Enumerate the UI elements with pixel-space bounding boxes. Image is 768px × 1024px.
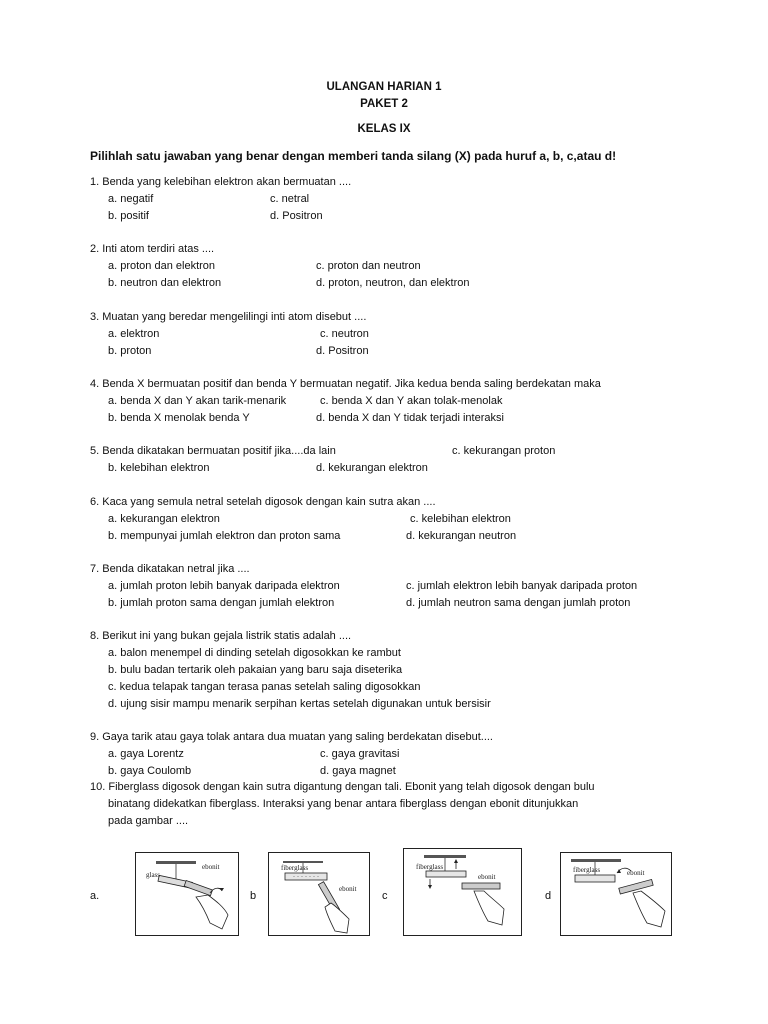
option-b[interactable]: b. positif xyxy=(108,210,149,222)
option-a[interactable]: a. balon menempel di dinding setelah digosokkan ke rambut xyxy=(108,647,401,659)
option-c[interactable]: c. netral xyxy=(270,193,310,205)
question-8 xyxy=(90,628,690,713)
figure-a[interactable] xyxy=(135,852,239,936)
option-d[interactable]: d. benda X dan Y tidak terjadi interaksi xyxy=(316,412,504,424)
question-text: 7. Benda dikatakan netral jika .... xyxy=(90,563,250,575)
question-text: 9. Gaya tarik atau gaya tolak antara dua muatan yang saling berdekatan disebut.... xyxy=(90,731,493,743)
figure-c-illustration xyxy=(404,849,521,935)
figure-c[interactable] xyxy=(403,848,522,936)
figure-label-c[interactable]: c xyxy=(382,890,388,902)
option-b[interactable]: b. mempunyai jumlah elektron dan proton sama xyxy=(108,530,341,542)
option-a[interactable]: a. negatif xyxy=(108,193,154,205)
figure-b[interactable] xyxy=(268,852,370,936)
option-d[interactable]: d. ujung sisir mampu menarik serpihan kertas setelah digunakan untuk bersisir xyxy=(108,698,491,710)
option-c[interactable]: c. benda X dan Y akan tolak-menolak xyxy=(320,395,503,407)
question-text: 8. Berikut ini yang bukan gejala listrik statis adalah .... xyxy=(90,630,352,642)
option-c[interactable]: c. gaya gravitasi xyxy=(320,748,400,760)
exam-class: KELAS IX xyxy=(357,123,411,135)
question-text-line-1: 10. Fiberglass digosok dengan kain sutra digantung dengan tali. Ebonit yang telah digosok dengan bulu xyxy=(90,781,595,793)
option-d[interactable]: d. gaya magnet xyxy=(320,765,396,777)
question-text: 1. Benda yang kelebihan elektron akan bermuatan .... xyxy=(90,176,352,188)
instruction: Pilihlah satu jawaban yang benar dengan memberi tanda silang (X) pada huruf a, b, c,atau d! xyxy=(90,149,617,163)
option-c[interactable]: c. kedua telapak tangan terasa panas setelah saling digosokkan xyxy=(108,681,421,693)
option-c[interactable]: c. proton dan neutron xyxy=(316,260,421,272)
figure-d[interactable] xyxy=(560,852,672,936)
question-9 xyxy=(90,729,690,780)
option-d[interactable]: d. kekurangan elektron xyxy=(316,462,428,474)
exam-title: ULANGAN HARIAN 1 xyxy=(326,81,442,93)
option-a[interactable]: a. elektron xyxy=(108,328,160,340)
ebonit-label: ebonit xyxy=(478,873,496,881)
question-3 xyxy=(90,309,690,360)
option-b[interactable]: b. gaya Coulomb xyxy=(108,765,192,777)
option-d[interactable]: d. proton, neutron, dan elektron xyxy=(316,277,470,289)
option-d[interactable]: d. Positron xyxy=(316,345,369,357)
question-7 xyxy=(90,561,690,612)
option-c[interactable]: c. jumlah elektron lebih banyak daripada proton xyxy=(406,580,638,592)
option-a[interactable]: a. proton dan elektron xyxy=(108,260,216,272)
question-text: 2. Inti atom terdiri atas .... xyxy=(90,243,215,255)
figure-a-illustration xyxy=(136,853,238,935)
option-b[interactable]: b. bulu badan tertarik oleh pakaian yang baru saja diseterika xyxy=(108,664,403,676)
figure-b-illustration xyxy=(269,853,369,935)
rod-label: fiberglass xyxy=(573,866,601,874)
figure-label-a[interactable]: a. xyxy=(90,890,100,902)
figure-d-illustration xyxy=(561,853,671,935)
figure-label-b[interactable]: b xyxy=(250,890,257,902)
question-1 xyxy=(90,174,690,225)
option-b[interactable]: b. kelebihan elektron xyxy=(108,462,210,474)
exam-packet: PAKET 2 xyxy=(360,98,408,110)
option-c[interactable]: c. kekurangan proton xyxy=(452,445,556,457)
option-b[interactable]: b. neutron dan elektron xyxy=(108,277,222,289)
question-text-line-2: binatang didekatkan fiberglass. Interaksi yang benar antara fiberglass dengan ebonit ditunjukkan xyxy=(108,798,579,810)
option-c[interactable]: c. kelebihan elektron xyxy=(410,513,511,525)
option-b[interactable]: b. benda X menolak benda Y xyxy=(108,412,250,424)
question-5 xyxy=(90,443,690,477)
option-a[interactable]: a. benda X dan Y akan tarik-menarik xyxy=(108,395,287,407)
option-a[interactable]: a. jumlah proton lebih banyak daripada elektron xyxy=(108,580,340,592)
rod-label: fiberglass xyxy=(281,864,309,872)
question-text: 5. Benda dikatakan bermuatan positif jika....da lain xyxy=(90,445,336,457)
rod-label: fiberglass xyxy=(416,863,444,871)
option-d[interactable]: d. kekurangan neutron xyxy=(406,530,517,542)
ebonit-label: ebonit xyxy=(202,863,220,871)
question-text: 4. Benda X bermuatan positif dan benda Y bermuatan negatif. Jika kedua benda saling berdekatan maka xyxy=(90,378,601,390)
rod-label: glass xyxy=(146,871,160,879)
option-a[interactable]: a. kekurangan elektron xyxy=(108,513,220,525)
question-text-line-3: pada gambar .... xyxy=(108,815,189,827)
question-10 xyxy=(90,779,690,830)
question-text: 6. Kaca yang semula netral setelah digosok dengan kain sutra akan .... xyxy=(90,496,436,508)
option-a[interactable]: a. gaya Lorentz xyxy=(108,748,184,760)
option-d[interactable]: d. jumlah neutron sama dengan jumlah proton xyxy=(406,597,631,609)
ebonit-label: ebonit xyxy=(339,885,357,893)
option-b[interactable]: b. proton xyxy=(108,345,152,357)
figure-label-d[interactable]: d xyxy=(545,890,552,902)
question-2 xyxy=(90,241,690,292)
question-4 xyxy=(90,376,690,427)
option-b[interactable]: b. jumlah proton sama dengan jumlah elektron xyxy=(108,597,335,609)
option-c[interactable]: c. neutron xyxy=(320,328,369,340)
question-text: 3. Muatan yang beredar mengelilingi inti atom disebut .... xyxy=(90,311,367,323)
question-6 xyxy=(90,494,690,545)
option-d[interactable]: d. Positron xyxy=(270,210,323,222)
answer-figures xyxy=(0,848,768,948)
ebonit-label: ebonit xyxy=(627,869,645,877)
